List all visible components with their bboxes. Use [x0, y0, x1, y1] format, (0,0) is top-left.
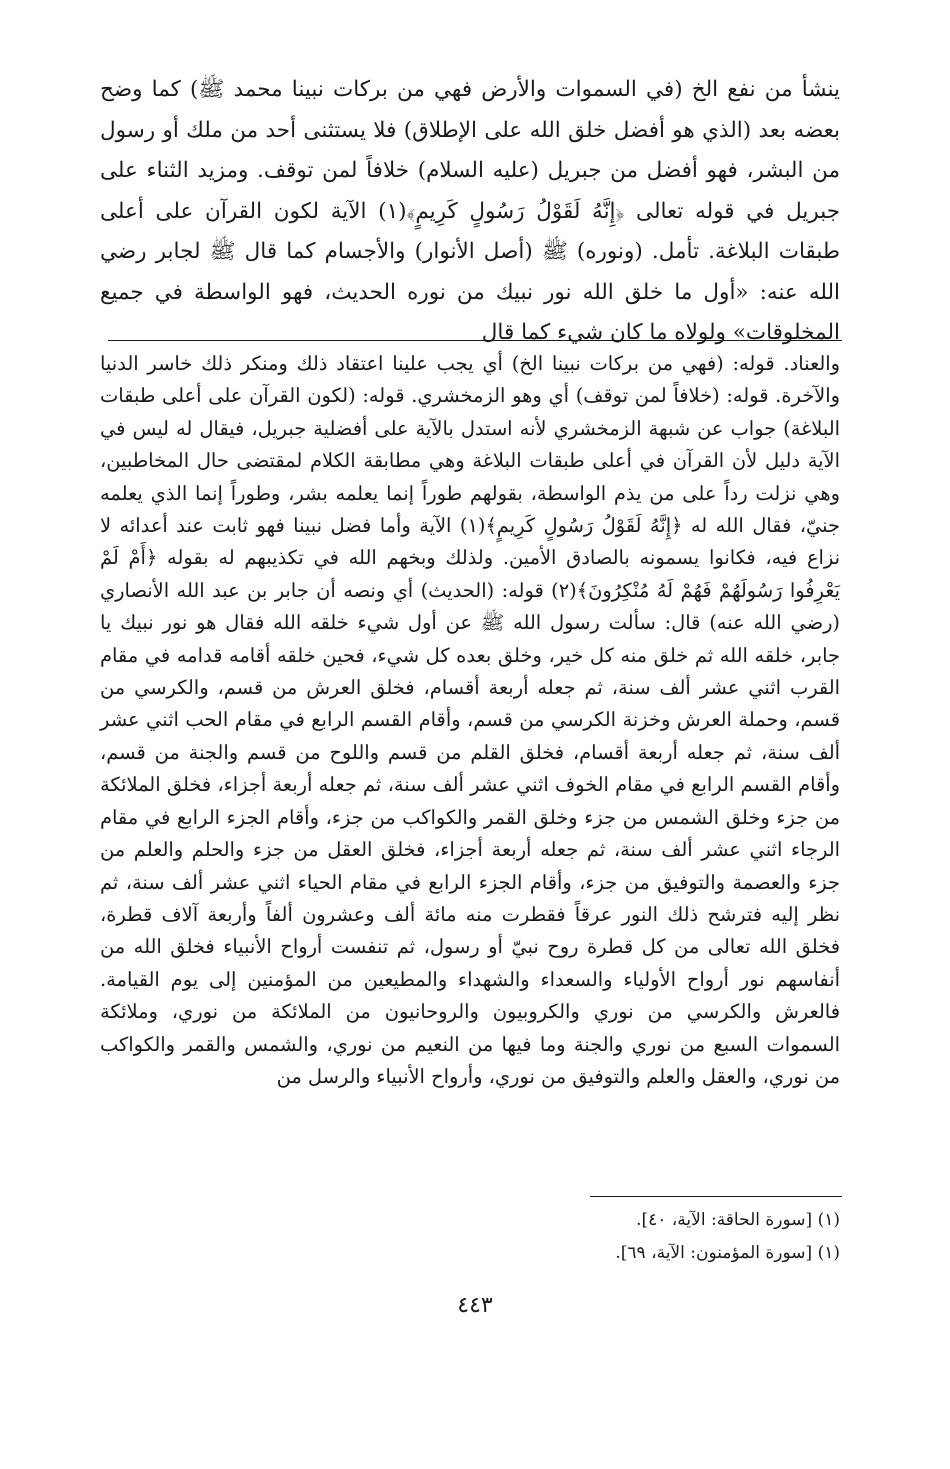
main-commentary-divider: [108, 340, 842, 341]
page-number: ٤٤٣: [457, 1293, 493, 1318]
footnote-item: (١) [سورة المؤمنون: الآية، ٦٩].: [615, 1243, 840, 1263]
footnote-divider: [590, 1196, 842, 1197]
main-text-block: [100, 70, 840, 354]
main-text-paragraph: ينشأ من نفع الخ (في السموات والأرض فهي من بركات نبينا محمد ﷺ) كما وضح بعضه بعد (الذي هو أفضل خلق الله على الإطلاق) فلا يستثنى أحد من ملك أو رسول من البشر، فهو أفضل من جبريل (عليه السلام) خلافاً لمن توقف. ومزيد الثناء على جبريل في قوله تعالى ﴿إِنَّهُ لَقَوْلُ رَسُولٍ كَرِيمٍ﴾(١) الآية لكون القرآن على أعلى طبقات البلاغة. تأمل. (ونوره) ﷺ (أصل الأنوار) والأجسام كما قال ﷺ لجابر رضي الله عنه: «أول ما خلق الله نور نبيك من نوره الحديث، فهو الواسطة في جميع المخلوقات» ولولاه ما كان شيء كما قال: [100, 77, 841, 345]
footnotes: [100, 1204, 840, 1270]
commentary-paragraph: والعناد. قوله: (فهي من بركات نبينا الخ) أي يجب علينا اعتقاد ذلك ومنكر ذلك خاسر الدنيا والآخرة. قوله: (خلافاً لمن توقف) أي وهو الزمخشري. قوله: (لكون القرآن على أعلى طبقات البلاغة) جواب عن شبهة الزمخشري لأنه استدل بالآية على أفضلية جبريل، فيقال له ليس في الآية دليل لأن القرآن في أعلى طبقات البلاغة وهي مطابقة الكلام لمقتضى حال المخاطبين، وهي نزلت رداً على من يذم الواسطة، بقولهم طوراً إنما يعلمه بشر، وطوراً إنما الذي يعلمه جنيّ، فقال الله له ﴿إِنَّهُ لَقَوْلُ رَسُولٍ كَرِيمٍ﴾(١) الآية وأما فضل نبينا فهو ثابت عند أعدائه لا نزاع فيه، فكانوا يسمونه بالصادق الأمين. ولذلك وبخهم الله في تكذيبهم له بقوله ﴿أَمْ لَمْ يَعْرِفُوا رَسُولَهُمْ فَهُمْ لَهُ مُنْكِرُونَ﴾(٢) قوله: (الحديث) أي ونصه أن جابر بن عبد الله الأنصاري (رضي الله عنه) قال: سألت رسول الله ﷺ عن أول شيء خلقه الله فقال هو نور نبيك يا جابر، خلقه الله ثم خلق منه كل خير، وخلق بعده كل شيء، فحين خلقه أقامه قدامه في مقام القرب اثني عشر ألف سنة، ثم جعله أربعة أقسام، فخلق العرش من قسم، والكرسي من قسم، وحملة العرش وخزنة الكرسي من قسم، وأقام القسم الرابع في مقام الحب اثني عشر ألف سنة، ثم جعله أربعة أقسام، فخلق القلم من قسم واللوح من قسم والجنة من قسم، وأقام القسم الرابع في مقام الخوف اثني عشر ألف سنة، ثم جعله أربعة أجزاء، فخلق الملائكة من جزء وخلق الشمس من جزء وخلق القمر والكواكب من جزء، وأقام الجزء الرابع في مقام الرجاء اثني عشر ألف سنة، ثم جعله أربعة أجزاء، فخلق العقل من جزء والحلم والعلم من جزء والعصمة والتوفيق من جزء، وأقام الجزء الرابع في مقام الحياء اثني عشر ألف سنة، ثم نظر إليه فترشح ذلك النور عرقاً فقطرت منه مائة ألف وعشرون ألفاً وأربعة آلاف قطرة، فخلق الله تعالى من كل قطرة روح نبيّ أو رسول، ثم تنفست أرواح الأنبياء فخلق الله من أنفاسهم نور أرواح الأولياء والسعداء والشهداء والمطيعين من المؤمنين إلى يوم القيامة. فالعرش والكرسي من نوري والكروبيون والروحانيون من الملائكة من نوري، وملائكة السموات السبع من نوري والجنة وما فيها من النعيم من نوري، والشمس والقمر والكواكب من نوري، والعقل والعلم والتوفيق من نوري، وأرواح الأنبياء والرسل من: [100, 352, 840, 1088]
footnote-item: (١) [سورة الحاقة: الآية، ٤٠].: [636, 1210, 840, 1230]
commentary-block: [100, 348, 840, 1093]
